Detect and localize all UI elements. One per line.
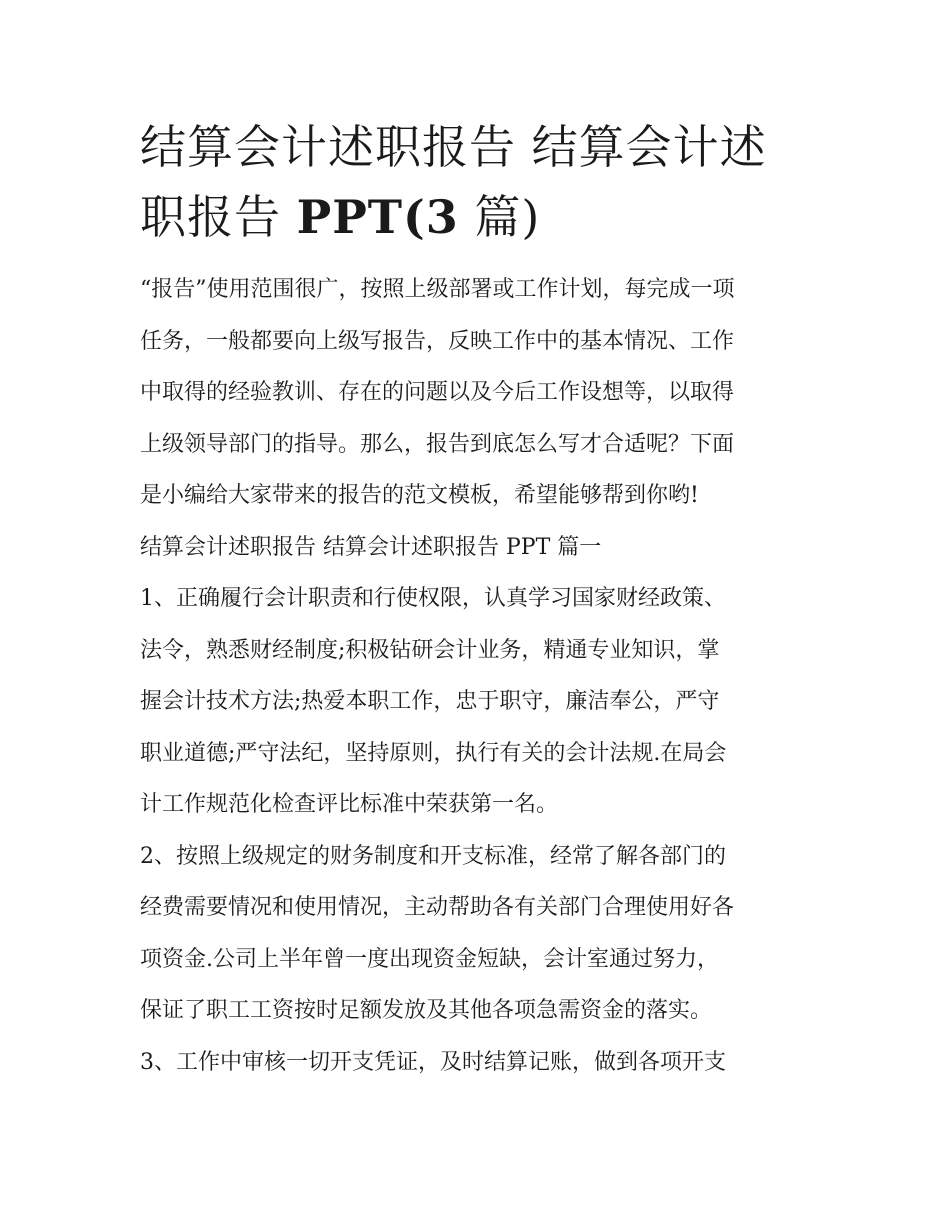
title-line-2-cjk: 职报告 — [140, 190, 297, 244]
text-line: 3、工作中审核一切开支凭证，及时结算记账，做到各项开支 — [140, 1049, 726, 1075]
intro-paragraph — [140, 264, 820, 522]
title-line-1: 结算会计述职报告 结算会计述 — [140, 120, 767, 174]
text-line: 保证了职工工资按时足额发放及其他各项急需资金的落实。 — [140, 998, 713, 1023]
document-body — [140, 264, 820, 1088]
text-line: 握会计技术方法;热爱本职工作，忠于职守，廉洁奉公，严守 — [140, 689, 720, 714]
text-line: “报告”使用范围很广，按照上级部署或工作计划，每完成一项 — [140, 277, 735, 302]
text-line: 2、按照上级规定的财务制度和开支标准，经常了解各部门的 — [140, 843, 726, 869]
list-item-3 — [140, 1037, 820, 1089]
text-line: 任务，一般都要向上级写报告，反映工作中的基本情况、工作 — [140, 328, 735, 354]
text-line: 1、正确履行会计职责和行使权限，认真学习国家财经政策、 — [140, 586, 726, 611]
text-line: 是小编给大家带来的报告的范文模板，希望能够帮到你哟! — [140, 483, 699, 508]
title-line-2-latin: PPT(3 — [296, 190, 459, 244]
title-line-2-end: 篇) — [458, 190, 541, 244]
text-line: 计工作规范化检查评比标准中荣获第一名。 — [140, 792, 559, 817]
text-line: 经费需要情况和使用情况，主动帮助各有关部门合理使用好各 — [140, 895, 735, 920]
document-title — [140, 112, 820, 252]
list-item-1 — [140, 573, 820, 831]
text-line: 上级领导部门的指导。那么，报告到底怎么写才合适呢？下面 — [140, 431, 735, 457]
section-heading — [140, 522, 820, 574]
list-item-2 — [140, 831, 820, 1037]
text-line: 中取得的经验教训、存在的问题以及今后工作设想等，以取得 — [140, 380, 735, 405]
document-page — [140, 112, 820, 1088]
text-line: 结算会计述职报告 结算会计述职报告 PPT 篇一 — [140, 534, 602, 560]
text-line: 项资金.公司上半年曾一度出现资金短缺，会计室通过努力， — [140, 946, 719, 972]
text-line: 法令，熟悉财经制度;积极钻研会计业务，精通专业知识，掌 — [140, 637, 720, 663]
text-line: 职业道德;严守法纪，坚持原则，执行有关的会计法规.在局会 — [140, 740, 727, 766]
